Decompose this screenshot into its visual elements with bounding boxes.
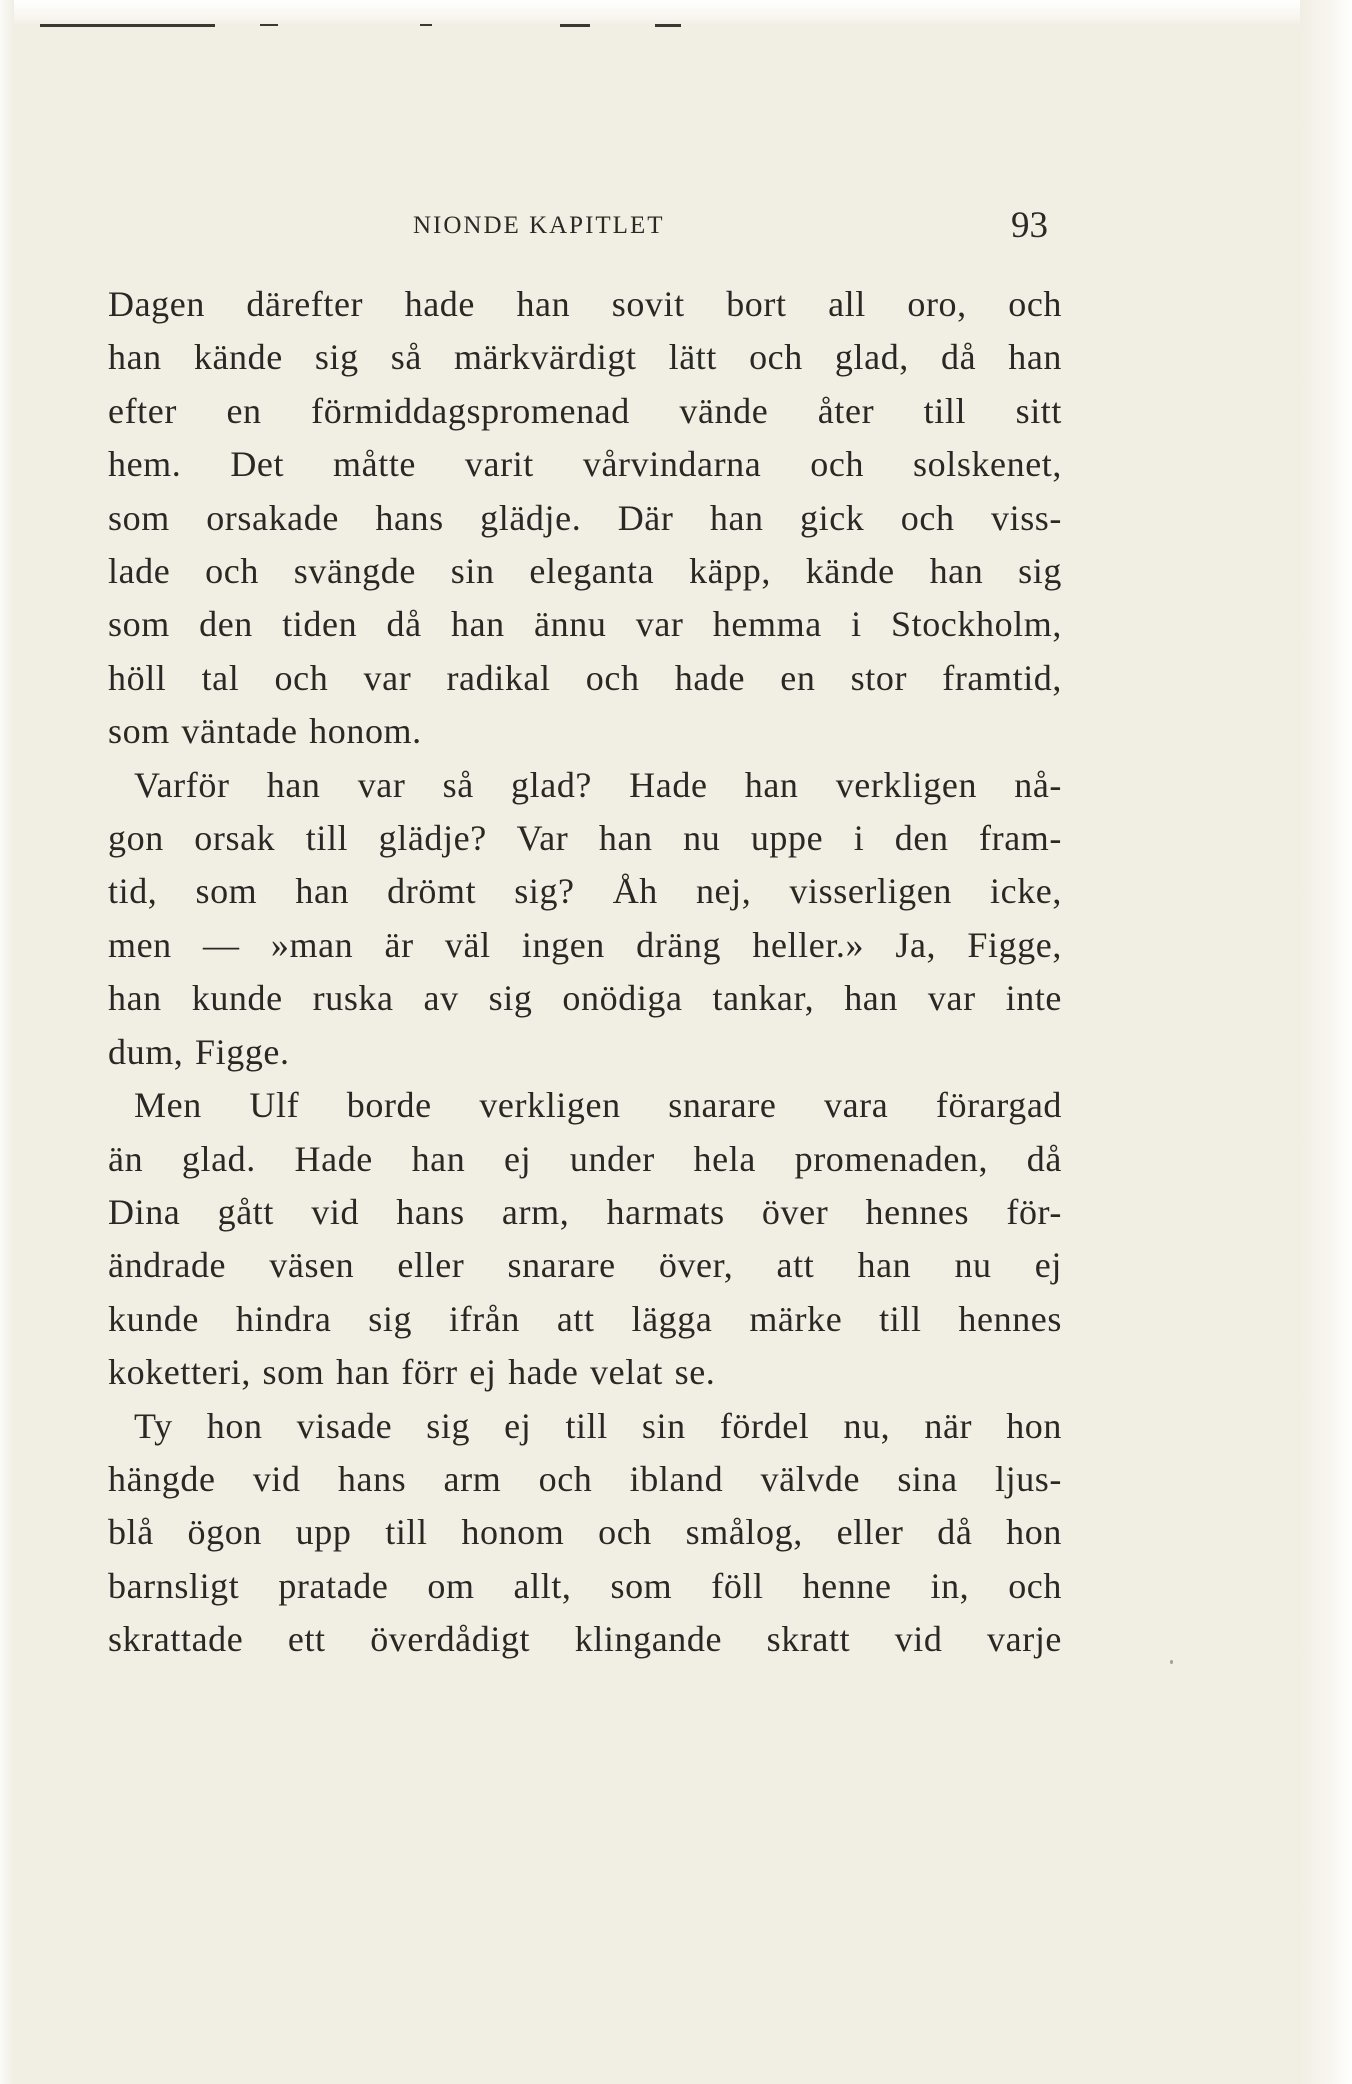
text-line: barnsligt pratade om allt, som föll henne in, och	[108, 1565, 1062, 1606]
paper-speck	[1170, 1660, 1173, 1664]
page-number: 93	[1011, 205, 1048, 246]
scan-mark	[40, 24, 215, 27]
text-line: efter en förmiddagspromenad vände åter till sitt	[108, 390, 1062, 431]
text-line: Varför han var så glad? Hade han verkligen nå-	[134, 764, 1062, 805]
paragraph	[108, 278, 1062, 759]
text-line: blå ögon upp till honom och smålog, eller då hon	[108, 1512, 1062, 1553]
scan-mark	[560, 24, 590, 27]
text-line: Men Ulf borde verkligen snarare vara förargad	[134, 1085, 1062, 1126]
text-line: han kunde ruska av sig onödiga tankar, han var inte	[108, 978, 1062, 1019]
scan-mark	[260, 24, 278, 26]
paragraph	[108, 1400, 1062, 1667]
text-line: som väntade honom.	[108, 711, 422, 752]
text-line: än glad. Hade han ej under hela promenaden, då	[108, 1138, 1062, 1179]
text-line: han kände sig så märkvärdigt lätt och glad, då han	[108, 337, 1062, 378]
text-line: dum, Figge.	[108, 1031, 290, 1072]
text-line: kunde hindra sig ifrån att lägga märke till hennes	[108, 1298, 1062, 1339]
text-line: ändrade väsen eller snarare över, att han nu ej	[108, 1245, 1062, 1286]
text-line: som den tiden då han ännu var hemma i Stockholm,	[108, 604, 1062, 645]
scan-edge-right	[1300, 0, 1352, 2084]
text-line: lade och svängde sin eleganta käpp, kände han sig	[108, 551, 1062, 592]
text-line: Dagen därefter hade han sovit bort all oro, och	[108, 284, 1062, 324]
text-line: Dina gått vid hans arm, harmats över hennes för-	[108, 1191, 1062, 1232]
running-head: NIONDE KAPITLET	[413, 212, 665, 239]
scan-edge-left	[0, 0, 14, 2084]
paragraph	[108, 1079, 1062, 1399]
text-line: men — »man är väl ingen dräng heller.» Ja, Figge,	[108, 924, 1062, 965]
scan-mark	[655, 24, 681, 27]
scan-mark	[420, 24, 432, 26]
text-line: tid, som han drömt sig? Åh nej, visserligen icke,	[108, 871, 1062, 912]
text-line: som orsakade hans glädje. Där han gick och viss-	[108, 497, 1062, 538]
text-line: gon orsak till glädje? Var han nu uppe i den fram-	[108, 818, 1062, 859]
page-header	[108, 196, 1062, 256]
text-line: skrattade ett överdådigt klingande skratt vid varje	[108, 1619, 1062, 1660]
text-line: Ty hon visade sig ej till sin fördel nu, när hon	[134, 1405, 1062, 1446]
text-line: hem. Det måtte varit vårvindarna och solskenet,	[108, 444, 1062, 485]
paragraph	[108, 759, 1062, 1079]
text-line: höll tal och var radikal och hade en stor framtid,	[108, 657, 1062, 698]
text-line: hängde vid hans arm och ibland välvde sina ljus-	[108, 1458, 1062, 1499]
body-text	[108, 278, 1062, 1667]
text-line: koketteri, som han förr ej hade velat se.	[108, 1352, 716, 1393]
scan-edge-top	[0, 0, 1352, 26]
